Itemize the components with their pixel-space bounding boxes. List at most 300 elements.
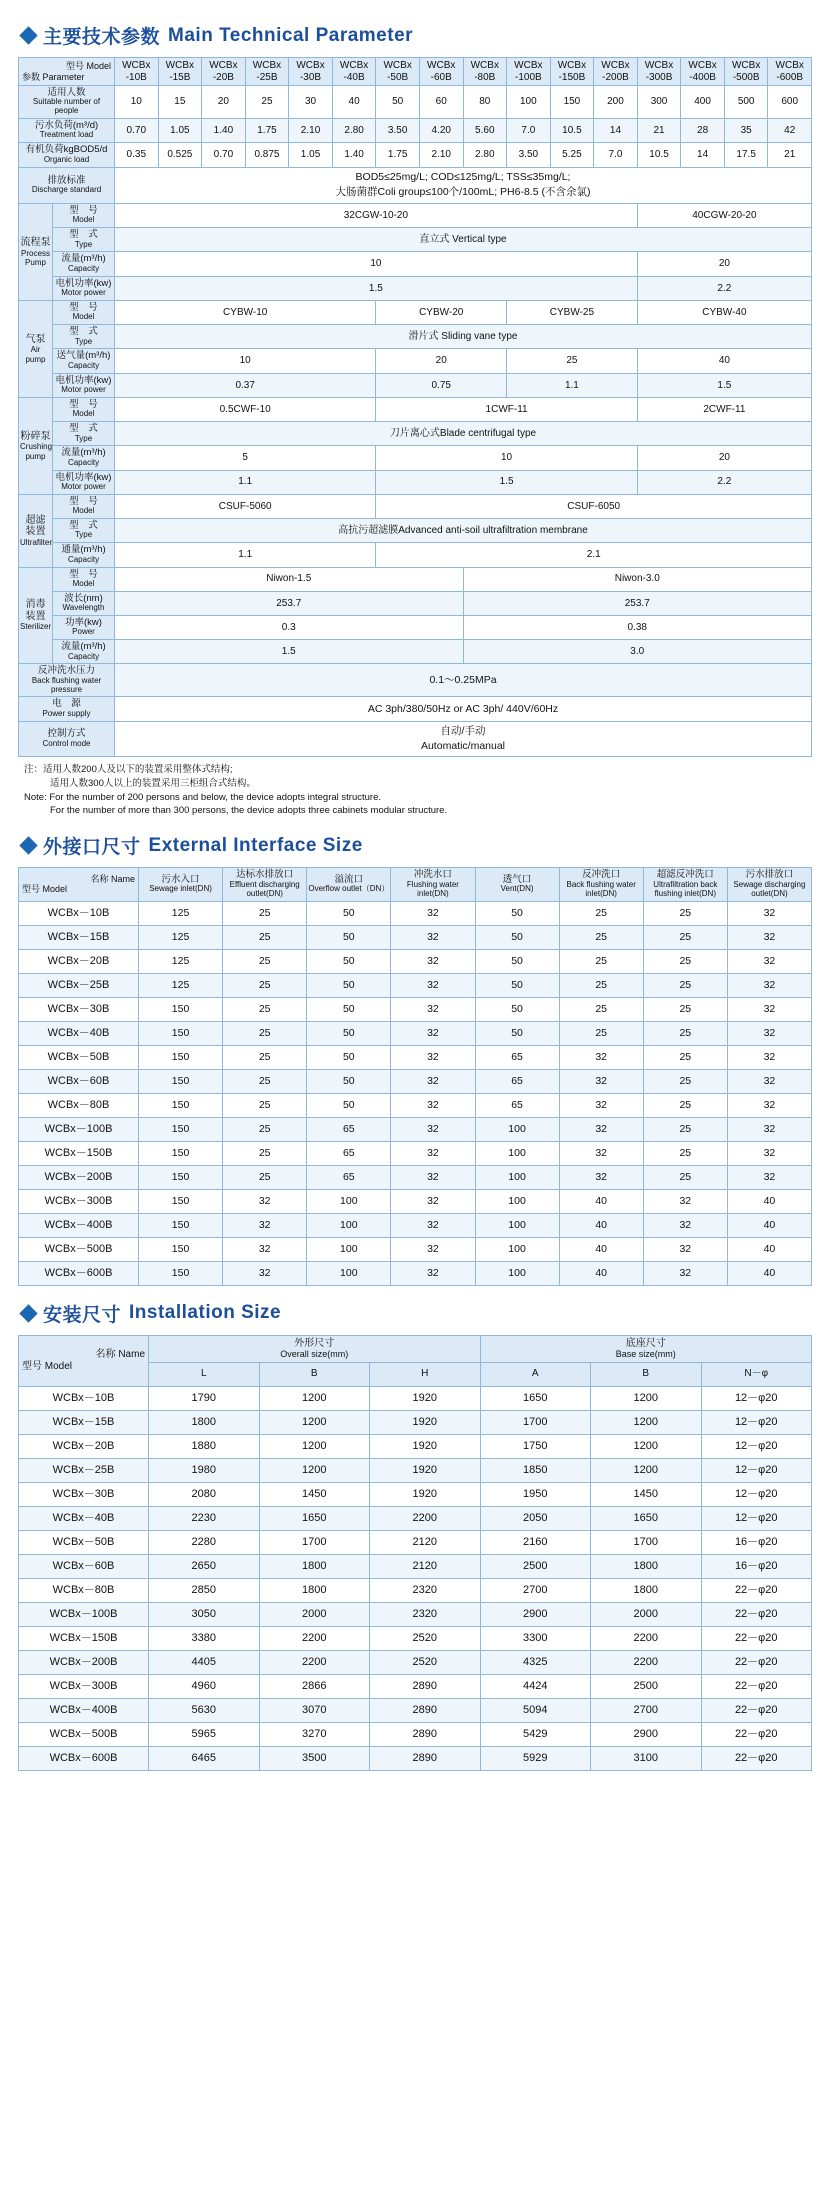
- inst-cell: 2120: [370, 1530, 481, 1554]
- model-header-8: WCBx -80B: [463, 58, 507, 86]
- ext-row-model: WCBx－150B: [19, 1141, 139, 1165]
- table-row: [19, 997, 812, 1021]
- inst-cell: 1800: [591, 1578, 702, 1602]
- process-pump-label: 型 号 Model: [53, 204, 115, 228]
- ultrafilter-group-label: 超滤 装置 Ultrafilter: [19, 494, 53, 567]
- section-title-tech-cn: 主要技术参数: [43, 27, 161, 48]
- ext-cell: 32: [559, 1141, 643, 1165]
- inst-cell: 3070: [259, 1698, 370, 1722]
- inst-subheader-1: B: [259, 1362, 370, 1386]
- table-row: [19, 1165, 812, 1189]
- ext-cell: 50: [475, 997, 559, 1021]
- tech-cell: 28: [681, 119, 725, 143]
- inst-cell: 2160: [480, 1530, 591, 1554]
- model-header-14: WCBx -500B: [724, 58, 768, 86]
- inst-cell: 6465: [149, 1746, 260, 1770]
- inst-cell: 1790: [149, 1386, 260, 1410]
- inst-cell: 4325: [480, 1650, 591, 1674]
- inst-row-model: WCBx－500B: [19, 1722, 149, 1746]
- model-parameter-corner: 型号 Model 参数 Parameter: [19, 58, 115, 86]
- inst-cell: 1920: [370, 1410, 481, 1434]
- model-header-1: WCBx -15B: [158, 58, 202, 86]
- ext-col-header-2: 溢流口 Overflow outlet（DN）: [307, 868, 391, 902]
- ext-cell: 50: [475, 1021, 559, 1045]
- ext-cell: 32: [727, 973, 811, 997]
- section-title-tech-en: Main Technical Parameter: [168, 24, 414, 46]
- table-row: [19, 1410, 812, 1434]
- inst-cell: 2200: [591, 1650, 702, 1674]
- sterilizer-value: 3.0: [463, 640, 812, 664]
- sterilizer-label: 型 号 Model: [53, 567, 115, 591]
- ext-cell: 50: [475, 925, 559, 949]
- crushing-pump-group-label: 粉碎泵 Crushing pump: [19, 397, 53, 494]
- ultrafilter-value: 2.1: [376, 543, 812, 567]
- air-pump-row: [19, 373, 812, 397]
- air-pump-label: 电机功率(kw) Motor power: [53, 373, 115, 397]
- discharge-standard-row: [19, 167, 812, 204]
- ext-row-model: WCBx－40B: [19, 1021, 139, 1045]
- ext-row-model: WCBx－300B: [19, 1189, 139, 1213]
- ext-row-model: WCBx－20B: [19, 949, 139, 973]
- inst-cell: 1800: [259, 1578, 370, 1602]
- ext-cell: 25: [223, 949, 307, 973]
- tech-footer-label-1: 电 源 Power supply: [19, 697, 115, 721]
- table-row: [19, 1141, 812, 1165]
- inst-row-model: WCBx－80B: [19, 1578, 149, 1602]
- table-row: [19, 1189, 812, 1213]
- inst-row-model: WCBx－10B: [19, 1386, 149, 1410]
- ext-cell: 32: [391, 997, 475, 1021]
- ext-row-model: WCBx－60B: [19, 1069, 139, 1093]
- ext-cell: 50: [307, 901, 391, 925]
- section-header-ext: [22, 832, 812, 859]
- inst-cell: 3380: [149, 1626, 260, 1650]
- tech-cell: 5.25: [550, 143, 594, 167]
- process-pump-label: 电机功率(kw) Motor power: [53, 276, 115, 300]
- ext-cell: 50: [307, 949, 391, 973]
- inst-cell: 1880: [149, 1434, 260, 1458]
- ext-cell: 50: [475, 901, 559, 925]
- ext-cell: 32: [391, 925, 475, 949]
- tech-cell: 35: [724, 119, 768, 143]
- ext-cell: 50: [307, 997, 391, 1021]
- inst-cell: 1200: [259, 1386, 370, 1410]
- inst-cell: 2200: [259, 1650, 370, 1674]
- inst-row-model: WCBx－25B: [19, 1458, 149, 1482]
- ext-cell: 25: [643, 1165, 727, 1189]
- ext-row-model: WCBx－25B: [19, 973, 139, 997]
- tech-row-label-2: 有机负荷kgBOD5/d Organic load: [19, 143, 115, 167]
- table-row: [19, 1117, 812, 1141]
- tech-cell: 40: [332, 86, 376, 119]
- table-row: [19, 1698, 812, 1722]
- ext-cell: 150: [139, 1213, 223, 1237]
- model-header-0: WCBx -10B: [115, 58, 159, 86]
- note-line-3: Note: For the number of 200 persons and below, the device adopts integral structure.: [24, 791, 381, 803]
- sterilizer-value: 0.38: [463, 615, 812, 639]
- crushing-pump-row: [19, 422, 812, 446]
- inst-cell: 2320: [370, 1578, 481, 1602]
- air-pump-row: [19, 349, 812, 373]
- tech-cell: 2.80: [332, 119, 376, 143]
- ext-cell: 65: [307, 1141, 391, 1165]
- inst-cell: 1700: [480, 1410, 591, 1434]
- tech-cell: 400: [681, 86, 725, 119]
- table-row: [19, 1045, 812, 1069]
- ext-cell: 40: [727, 1261, 811, 1285]
- process-pump-value: 1.5: [115, 276, 638, 300]
- ext-cell: 32: [391, 1069, 475, 1093]
- tech-row: [19, 143, 812, 167]
- model-header-6: WCBx -50B: [376, 58, 420, 86]
- tech-cell: 10: [115, 86, 159, 119]
- tech-cell: 10.5: [550, 119, 594, 143]
- inst-cell: 3100: [591, 1746, 702, 1770]
- model-header-11: WCBx -200B: [594, 58, 638, 86]
- inst-cell: 2000: [259, 1602, 370, 1626]
- sterilizer-row: [19, 615, 812, 639]
- table-row: [19, 1213, 812, 1237]
- inst-cell: 12－φ20: [701, 1506, 812, 1530]
- sterilizer-label: 功率(kw) Power: [53, 615, 115, 639]
- process-pump-label: 型 式 Type: [53, 228, 115, 252]
- model-header-7: WCBx -60B: [419, 58, 463, 86]
- ultrafilter-label: 通量(m³/h) Capacity: [53, 543, 115, 567]
- ext-row-model: WCBx－200B: [19, 1165, 139, 1189]
- ultrafilter-value: 高抗污超滤膜Advanced anti-soil ultrafiltration membrane: [115, 519, 812, 543]
- note-line-4: For the number of more than 300 persons, the device adopts three cabinets modular structure.: [50, 805, 448, 817]
- air-pump-value: 10: [115, 349, 376, 373]
- air-pump-row: [19, 325, 812, 349]
- sterilizer-value: Niwon-1.5: [115, 567, 464, 591]
- inst-cell: 2890: [370, 1698, 481, 1722]
- ext-cell: 32: [727, 925, 811, 949]
- inst-cell: 3300: [480, 1626, 591, 1650]
- air-pump-value: 0.37: [115, 373, 376, 397]
- inst-cell: 2520: [370, 1650, 481, 1674]
- inst-cell: 2650: [149, 1554, 260, 1578]
- ultrafilter-label: 型 式 Type: [53, 519, 115, 543]
- ext-cell: 32: [391, 1261, 475, 1285]
- inst-row-model: WCBx－150B: [19, 1626, 149, 1650]
- section-header-tech: [22, 22, 812, 49]
- ext-cell: 50: [475, 973, 559, 997]
- ext-cell: 32: [391, 973, 475, 997]
- air-pump-label: 送气量(m³/h) Capacity: [53, 349, 115, 373]
- ext-cell: 32: [559, 1069, 643, 1093]
- crushing-pump-label: 流量(m³/h) Capacity: [53, 446, 115, 470]
- crushing-pump-label: 电机功率(kw) Motor power: [53, 470, 115, 494]
- ext-col-header-0: 污水入口 Sewage inlet(DN): [139, 868, 223, 902]
- ultrafilter-row: [19, 519, 812, 543]
- ext-cell: 25: [643, 1117, 727, 1141]
- air-pump-row: [19, 300, 812, 324]
- inst-cell: 2890: [370, 1722, 481, 1746]
- inst-subheader-0: L: [149, 1362, 260, 1386]
- ext-cell: 32: [391, 1093, 475, 1117]
- table-row: [19, 1482, 812, 1506]
- inst-cell: 1920: [370, 1386, 481, 1410]
- inst-cell: 2200: [591, 1626, 702, 1650]
- inst-cell: 2500: [480, 1554, 591, 1578]
- tech-cell: 20: [202, 86, 246, 119]
- tech-row-label-1: 污水负荷(m³/d) Treatment load: [19, 119, 115, 143]
- note-line-2: 适用人数300人以上的装置采用三柜组合式结构。: [50, 777, 256, 789]
- process-pump-value: 2.2: [637, 276, 811, 300]
- ext-cell: 32: [391, 1117, 475, 1141]
- inst-cell: 4424: [480, 1674, 591, 1698]
- ext-cell: 25: [643, 1093, 727, 1117]
- section-header-inst: [22, 1300, 812, 1327]
- ext-cell: 32: [559, 1117, 643, 1141]
- inst-cell: 4405: [149, 1650, 260, 1674]
- ultrafilter-row: [19, 494, 812, 518]
- ext-cell: 40: [559, 1189, 643, 1213]
- ext-cell: 32: [391, 1213, 475, 1237]
- ext-cell: 32: [391, 1045, 475, 1069]
- tech-cell: 200: [594, 86, 638, 119]
- table-row: [19, 1021, 812, 1045]
- ext-cell: 150: [139, 1237, 223, 1261]
- process-pump-value: 直立式 Vertical type: [115, 228, 812, 252]
- ext-cell: 25: [223, 1141, 307, 1165]
- ext-cell: 25: [223, 1117, 307, 1141]
- ext-cell: 100: [475, 1117, 559, 1141]
- ext-col-header-6: 超滤反冲洗口 Ultrafiltration back flushing inlet(DN): [643, 868, 727, 902]
- crushing-pump-value: 5: [115, 446, 376, 470]
- sterilizer-value: Niwon-3.0: [463, 567, 812, 591]
- inst-cell: 1650: [480, 1386, 591, 1410]
- inst-subheader-5: N－φ: [701, 1362, 812, 1386]
- inst-cell: 2890: [370, 1674, 481, 1698]
- ext-cell: 32: [727, 1045, 811, 1069]
- tech-footer-value-2: 自动/手动 Automatic/manual: [115, 721, 812, 756]
- tech-cell: 60: [419, 86, 463, 119]
- table-row: [19, 1237, 812, 1261]
- inst-cell: 22－φ20: [701, 1746, 812, 1770]
- section-title-ext-cn: 外接口尺寸: [43, 837, 141, 859]
- table-row: [19, 1434, 812, 1458]
- ext-cell: 40: [727, 1189, 811, 1213]
- ext-cell: 125: [139, 973, 223, 997]
- air-pump-group-label: 气泵 Air pump: [19, 300, 53, 397]
- tech-footer-label-0: 反冲洗水压力 Back flushing water pressure: [19, 664, 115, 697]
- table-row: [19, 1674, 812, 1698]
- table-row: [19, 1626, 812, 1650]
- tech-cell: 600: [768, 86, 812, 119]
- process-pump-label: 流量(m³/h) Capacity: [53, 252, 115, 276]
- tech-cell: 0.525: [158, 143, 202, 167]
- process-pump-row: [19, 228, 812, 252]
- ext-cell: 32: [223, 1213, 307, 1237]
- ext-cell: 25: [223, 997, 307, 1021]
- tech-cell: 15: [158, 86, 202, 119]
- inst-cell: 1200: [259, 1434, 370, 1458]
- tech-cell: 30: [289, 86, 333, 119]
- process-pump-value: 20: [637, 252, 811, 276]
- ext-cell: 32: [727, 1117, 811, 1141]
- ext-cell: 32: [223, 1237, 307, 1261]
- table-row: [19, 1069, 812, 1093]
- tech-cell: 2.10: [289, 119, 333, 143]
- ext-cell: 32: [643, 1189, 727, 1213]
- ext-cell: 65: [475, 1069, 559, 1093]
- air-pump-value: CYBW-10: [115, 300, 376, 324]
- inst-cell: 1650: [259, 1506, 370, 1530]
- inst-cell: 1950: [480, 1482, 591, 1506]
- tech-cell: 17.5: [724, 143, 768, 167]
- sterilizer-value: 253.7: [463, 591, 812, 615]
- sterilizer-label: 波长(nm) Wavelength: [53, 591, 115, 615]
- ext-cell: 25: [559, 925, 643, 949]
- tech-cell: 1.05: [289, 143, 333, 167]
- tech-footer-label-2: 控制方式 Control mode: [19, 721, 115, 756]
- ext-cell: 25: [223, 925, 307, 949]
- inst-cell: 22－φ20: [701, 1626, 812, 1650]
- ext-cell: 25: [223, 1045, 307, 1069]
- ext-cell: 150: [139, 997, 223, 1021]
- table-row: [19, 1602, 812, 1626]
- process-pump-row: [19, 252, 812, 276]
- inst-cell: 2080: [149, 1482, 260, 1506]
- inst-subheader-2: H: [370, 1362, 481, 1386]
- ext-cell: 32: [727, 997, 811, 1021]
- ext-cell: 25: [643, 1021, 727, 1045]
- ext-cell: 25: [559, 949, 643, 973]
- ext-row-model: WCBx－600B: [19, 1261, 139, 1285]
- ext-cell: 65: [307, 1117, 391, 1141]
- inst-row-model: WCBx－400B: [19, 1698, 149, 1722]
- tech-notes: [24, 763, 812, 818]
- inst-cell: 22－φ20: [701, 1578, 812, 1602]
- ext-cell: 32: [559, 1165, 643, 1189]
- inst-row-model: WCBx－600B: [19, 1746, 149, 1770]
- ext-cell: 32: [391, 1189, 475, 1213]
- ext-cell: 40: [559, 1213, 643, 1237]
- tech-cell: 0.70: [115, 119, 159, 143]
- ext-cell: 32: [727, 1069, 811, 1093]
- air-pump-value: 25: [507, 349, 638, 373]
- inst-cell: 1850: [480, 1458, 591, 1482]
- tech-cell: 80: [463, 86, 507, 119]
- ext-cell: 25: [223, 1069, 307, 1093]
- inst-row-model: WCBx－60B: [19, 1554, 149, 1578]
- ext-col-header-1: 达标水排放口 Effluent discharging outlet(DN): [223, 868, 307, 902]
- ext-cell: 25: [643, 925, 727, 949]
- ext-cell: 25: [559, 997, 643, 1021]
- inst-cell: 16－φ20: [701, 1530, 812, 1554]
- ext-cell: 32: [559, 1093, 643, 1117]
- tech-cell: 14: [681, 143, 725, 167]
- inst-cell: 2850: [149, 1578, 260, 1602]
- inst-cell: 12－φ20: [701, 1410, 812, 1434]
- inst-row-model: WCBx－100B: [19, 1602, 149, 1626]
- ext-cell: 25: [643, 1069, 727, 1093]
- tech-cell: 3.50: [376, 119, 420, 143]
- inst-cell: 2866: [259, 1674, 370, 1698]
- ext-row-model: WCBx－50B: [19, 1045, 139, 1069]
- ext-cell: 32: [727, 1165, 811, 1189]
- table-row: [19, 949, 812, 973]
- table-row: [19, 1386, 812, 1410]
- ext-cell: 125: [139, 901, 223, 925]
- ext-cell: 100: [475, 1237, 559, 1261]
- ext-row-model: WCBx－30B: [19, 997, 139, 1021]
- crushing-pump-label: 型 式 Type: [53, 422, 115, 446]
- inst-cell: 1200: [591, 1458, 702, 1482]
- table-row: [19, 973, 812, 997]
- tech-footer-row: [19, 697, 812, 721]
- section-title-inst-en: Installation Size: [129, 1302, 282, 1324]
- ext-cell: 150: [139, 1069, 223, 1093]
- ext-cell: 150: [139, 1189, 223, 1213]
- ext-cell: 25: [223, 973, 307, 997]
- ext-cell: 32: [391, 1237, 475, 1261]
- ultrafilter-label: 型 号 Model: [53, 494, 115, 518]
- inst-cell: 5429: [480, 1722, 591, 1746]
- inst-cell: 2230: [149, 1506, 260, 1530]
- tech-row: [19, 86, 812, 119]
- tech-cell: 100: [507, 86, 551, 119]
- ext-cell: 50: [307, 973, 391, 997]
- inst-row-model: WCBx－300B: [19, 1674, 149, 1698]
- inst-subheader-3: A: [480, 1362, 591, 1386]
- inst-cell: 2050: [480, 1506, 591, 1530]
- inst-row-model: WCBx－20B: [19, 1434, 149, 1458]
- model-header-12: WCBx -300B: [637, 58, 681, 86]
- ext-cell: 100: [307, 1237, 391, 1261]
- inst-cell: 2320: [370, 1602, 481, 1626]
- ext-cell: 65: [307, 1165, 391, 1189]
- inst-header-row: [19, 1335, 812, 1362]
- ext-cell: 32: [391, 1021, 475, 1045]
- air-pump-value: CYBW-20: [376, 300, 507, 324]
- process-pump-row: [19, 204, 812, 228]
- ext-cell: 150: [139, 1141, 223, 1165]
- tech-header-row: [19, 58, 812, 86]
- ext-row-model: WCBx－80B: [19, 1093, 139, 1117]
- inst-cell: 3270: [259, 1722, 370, 1746]
- inst-cell: 2900: [480, 1602, 591, 1626]
- inst-row-model: WCBx－15B: [19, 1410, 149, 1434]
- tech-cell: 4.20: [419, 119, 463, 143]
- inst-cell: 1200: [259, 1410, 370, 1434]
- ext-row-model: WCBx－10B: [19, 901, 139, 925]
- model-header-15: WCBx -600B: [768, 58, 812, 86]
- tech-cell: 1.40: [332, 143, 376, 167]
- tech-cell: 0.70: [202, 143, 246, 167]
- tech-footer-row: [19, 721, 812, 756]
- tech-cell: 50: [376, 86, 420, 119]
- tech-cell: 7.0: [594, 143, 638, 167]
- tech-cell: 10.5: [637, 143, 681, 167]
- tech-footer-row: [19, 664, 812, 697]
- inst-cell: 1200: [259, 1458, 370, 1482]
- inst-subheader-4: B: [591, 1362, 702, 1386]
- ext-cell: 50: [307, 1069, 391, 1093]
- inst-cell: 2700: [480, 1578, 591, 1602]
- air-pump-value: CYBW-40: [637, 300, 811, 324]
- inst-cell: 22－φ20: [701, 1722, 812, 1746]
- ext-row-model: WCBx－500B: [19, 1237, 139, 1261]
- inst-cell: 2900: [591, 1722, 702, 1746]
- ext-cell: 100: [307, 1213, 391, 1237]
- tech-row-label-0: 适用人数 Suitable number of people: [19, 86, 115, 119]
- inst-cell: 1650: [591, 1506, 702, 1530]
- crushing-pump-value: 10: [376, 446, 637, 470]
- process-pump-value: 32CGW-10-20: [115, 204, 638, 228]
- tech-cell: 1.75: [376, 143, 420, 167]
